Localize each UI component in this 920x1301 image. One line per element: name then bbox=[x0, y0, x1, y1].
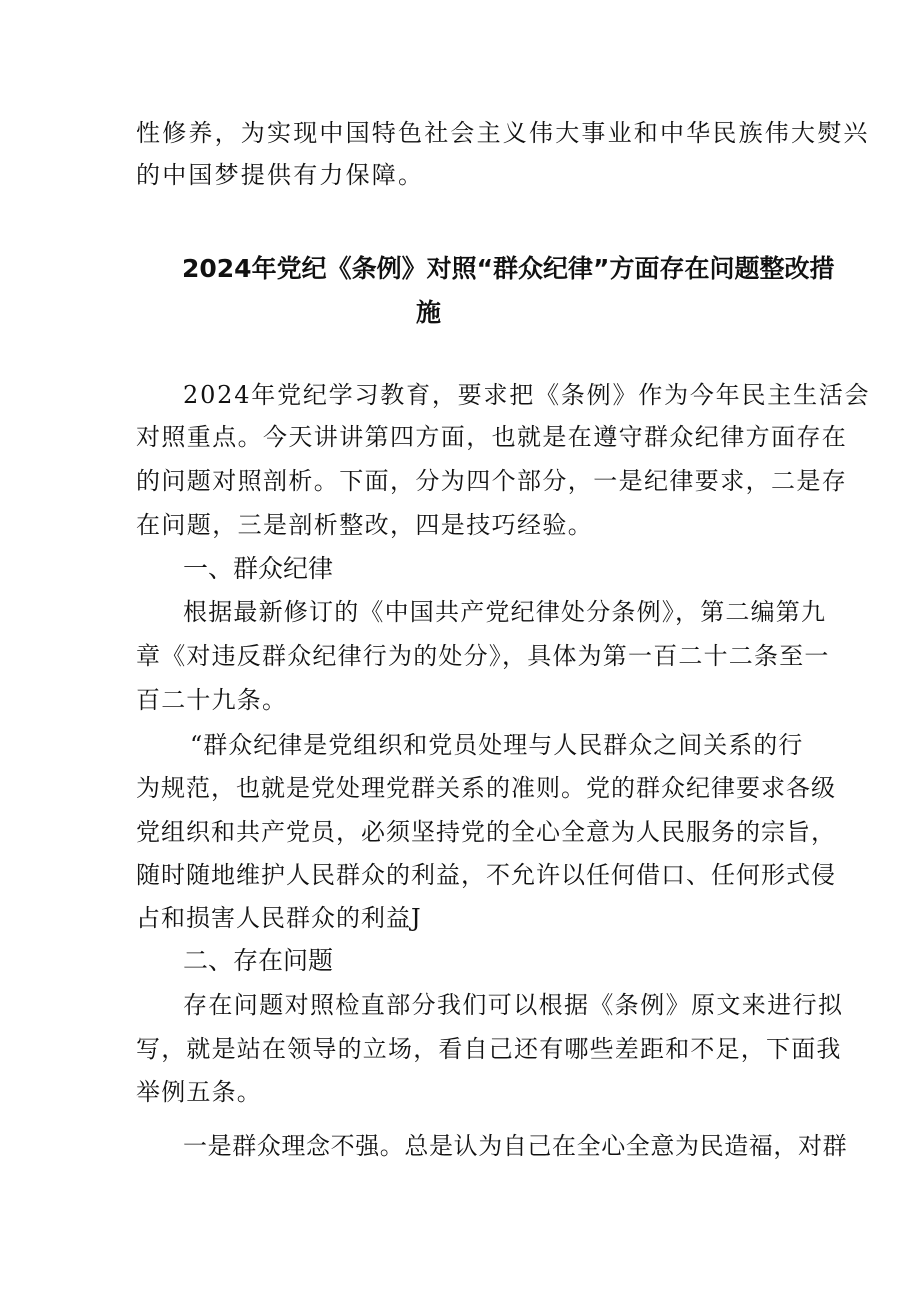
para1-line-4: 在问题，三是剖析整改，四是技巧经验。 bbox=[136, 511, 594, 539]
section-heading-mass-discipline: 一、群众纪律 bbox=[183, 554, 334, 583]
para2-line-1: 根据最新修订的《中国共产党纪律处分条例》，第二编第九 bbox=[183, 598, 827, 626]
para2-line-2: 章《对违反群众纪律行为的处分》，具体为第一百二十二条至一 bbox=[136, 642, 830, 670]
para1-line-2: 对照重点。今天讲讲第四方面，也就是在遵守群众纪律方面存在 bbox=[136, 423, 848, 451]
section-heading-existing-problems: 二、存在问题 bbox=[183, 946, 334, 975]
intro-line-2: 的中国梦提供有力保障。 bbox=[136, 161, 425, 189]
para4-line-1: 一是群众理念不强。总是认为自己在全心全意为民造福，对群 bbox=[183, 1132, 848, 1160]
quote-line-5: 占和损害人民群众的利益J bbox=[136, 904, 422, 932]
para3-line-2: 写，就是站在领导的立场，看自己还有哪些差距和不足，下面我 bbox=[136, 1035, 842, 1063]
intro-line-1: 性修养，为实现中国特色社会主义伟大事业和中华民族伟大熨兴 bbox=[136, 119, 870, 147]
para2-line-3: 百二十九条。 bbox=[136, 686, 288, 714]
quote-line-3: 党组织和共产党员，必须坚持党的全心全意为人民服务的宗旨， bbox=[136, 818, 836, 846]
quote-line-2: 为规范，也就是党处理党群关系的准则。党的群众纪律要求各级 bbox=[136, 774, 836, 802]
document-title-line-1: 2024年党纪《条例》对照“群众纪律”方面存在问题整改措 bbox=[182, 254, 835, 283]
document-title-line-2: 施 bbox=[416, 298, 442, 327]
para1-line-1: 2024年党纪学习教育，要求把《条例》作为今年民主生活会 bbox=[183, 381, 871, 409]
quote-line-4: 随时随地维护人民群众的利益，不允许以任何借口、任何形式侵 bbox=[136, 861, 836, 889]
quote-line-1: “群众纪律是党组织和党员处理与人民群众之间关系的行 bbox=[190, 731, 804, 759]
para3-line-3: 举例五条。 bbox=[136, 1078, 262, 1106]
para3-line-1: 存在问题对照检直部分我们可以根据《条例》原文来进行拟 bbox=[183, 991, 844, 1019]
para1-line-3: 的问题对照剖析。下面，分为四个部分，一是纪律要求，二是存 bbox=[136, 467, 848, 495]
